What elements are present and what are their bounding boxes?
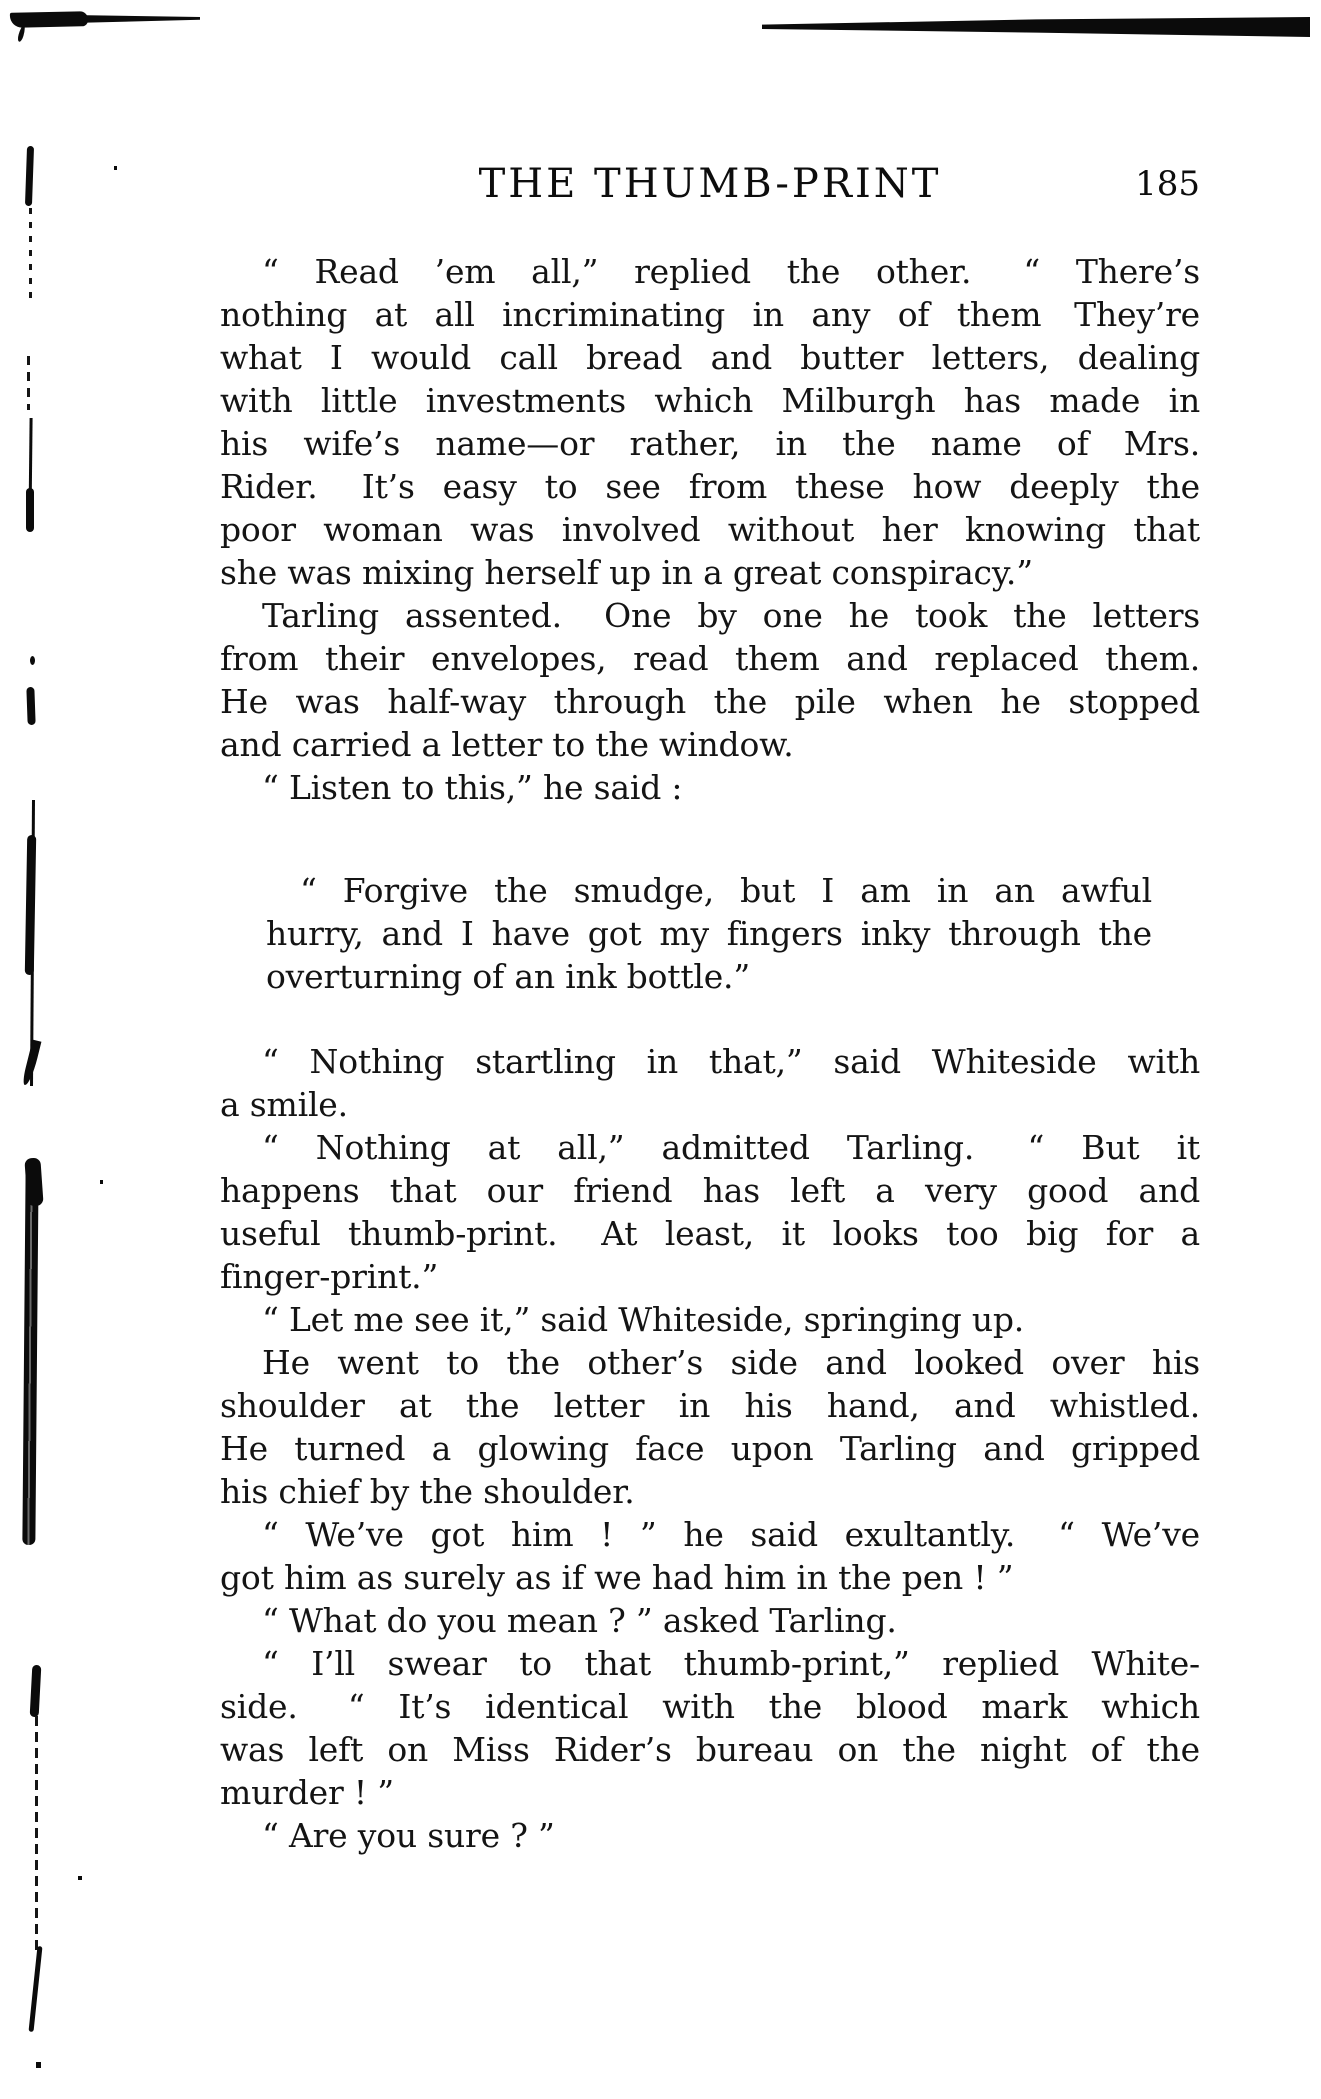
text-line: and carried a letter to the window. bbox=[220, 725, 794, 764]
paragraph bbox=[220, 1298, 1200, 1341]
text-line: she was mixing herself up in a great conspiracy.” bbox=[220, 553, 1033, 592]
text-line: “ Let me see it,” said Whiteside, springing up. bbox=[262, 1300, 1025, 1339]
binding-mark bbox=[26, 488, 34, 532]
text-line: with little investments which Milburgh has made in bbox=[220, 381, 1200, 420]
text-line: finger-print.” bbox=[220, 1257, 439, 1296]
binding-mark bbox=[29, 1946, 43, 2032]
scan-rule-top-right bbox=[762, 17, 1310, 37]
text-line: poor woman was involved without her knowing that bbox=[220, 510, 1200, 549]
paragraph bbox=[220, 1599, 1200, 1642]
binding-mark bbox=[26, 687, 35, 725]
binding-mark bbox=[24, 1158, 43, 1207]
text-line: overturning of an ink bottle.” bbox=[266, 957, 751, 996]
letter-excerpt bbox=[266, 869, 1152, 998]
binding-mark bbox=[27, 356, 30, 410]
binding-mark bbox=[30, 656, 35, 665]
paragraph bbox=[220, 1642, 1200, 1814]
text-line: useful thumb-print. At least, it looks too big for a bbox=[220, 1214, 1200, 1253]
chapter-title: THE THUMB-PRINT bbox=[478, 161, 942, 207]
text-line: shoulder at the letter in his hand, and whistled. bbox=[220, 1386, 1200, 1425]
text-line: what I would call bread and butter letters, dealing bbox=[220, 338, 1200, 377]
text-line: from their envelopes, read them and replaced them. bbox=[220, 639, 1200, 678]
text-line: “ Nothing at all,” admitted Tarling. “ But it bbox=[262, 1128, 1200, 1167]
scan-speck bbox=[100, 1180, 103, 1184]
binding-mark bbox=[30, 1665, 42, 1717]
text-line: Tarling assented. One by one he took the letters bbox=[262, 596, 1200, 635]
text-line: “ Read ’em all,” replied the other. “ There’s bbox=[262, 252, 1200, 291]
binding-mark bbox=[29, 208, 32, 303]
text-line: “ Listen to this,” he said : bbox=[262, 768, 683, 807]
text-line: He turned a glowing face upon Tarling and gripped bbox=[220, 1429, 1200, 1468]
text-line: happens that our friend has left a very good and bbox=[220, 1171, 1200, 1210]
text-line: hurry, and I have got my fingers inky through the bbox=[266, 914, 1152, 953]
paragraph bbox=[220, 594, 1200, 766]
scan-smudge-top-left-hook bbox=[17, 25, 26, 43]
paragraph bbox=[220, 250, 1200, 594]
paragraph bbox=[220, 1126, 1200, 1298]
text-line: a smile. bbox=[220, 1085, 348, 1124]
text-line: “ I’ll swear to that thumb-print,” replied White- bbox=[262, 1644, 1200, 1683]
paragraph bbox=[220, 1341, 1200, 1513]
text-line: “ Nothing startling in that,” said Whiteside with bbox=[262, 1042, 1200, 1081]
running-head bbox=[220, 160, 1200, 208]
text-line: got him as surely as if we had him in the pen ! ” bbox=[220, 1558, 1014, 1597]
text-column bbox=[220, 250, 1200, 1857]
paragraph bbox=[220, 1513, 1200, 1599]
text-line: was left on Miss Rider’s bureau on the night of the bbox=[220, 1730, 1200, 1769]
text-line: “ What do you mean ? ” asked Tarling. bbox=[262, 1601, 897, 1640]
text-line: nothing at all incriminating in any of them They’re bbox=[220, 295, 1200, 334]
paragraph bbox=[220, 1814, 1200, 1857]
page-number: 185 bbox=[1135, 164, 1200, 204]
text-line: He was half-way through the pile when he stopped bbox=[220, 682, 1200, 721]
scan-smudge-top-left-tail bbox=[72, 15, 200, 23]
scan-speck bbox=[114, 166, 117, 170]
binding-mark bbox=[25, 835, 36, 975]
scan-speck bbox=[36, 2062, 41, 2068]
text-line: “ We’ve got him ! ” he said exultantly. “ We’ve bbox=[262, 1515, 1200, 1554]
paragraph bbox=[220, 766, 1200, 809]
text-line: Rider. It’s easy to see from these how deeply the bbox=[220, 467, 1200, 506]
text-line: He went to the other’s side and looked over his bbox=[262, 1343, 1200, 1382]
text-line: murder ! ” bbox=[220, 1773, 394, 1812]
text-line: his wife’s name—or rather, in the name of Mrs. bbox=[220, 424, 1200, 463]
text-line: “ Are you sure ? ” bbox=[262, 1816, 555, 1855]
text-line: side. “ It’s identical with the blood mark which bbox=[220, 1687, 1200, 1726]
binding-mark bbox=[25, 146, 34, 206]
scan-speck bbox=[78, 1876, 82, 1880]
text-line: his chief by the shoulder. bbox=[220, 1472, 635, 1511]
paragraph bbox=[220, 1040, 1200, 1126]
binding-mark bbox=[35, 1716, 38, 1952]
binding-mark bbox=[22, 1165, 38, 1545]
text-line: “ Forgive the smudge, but I am in an awful bbox=[300, 871, 1152, 910]
